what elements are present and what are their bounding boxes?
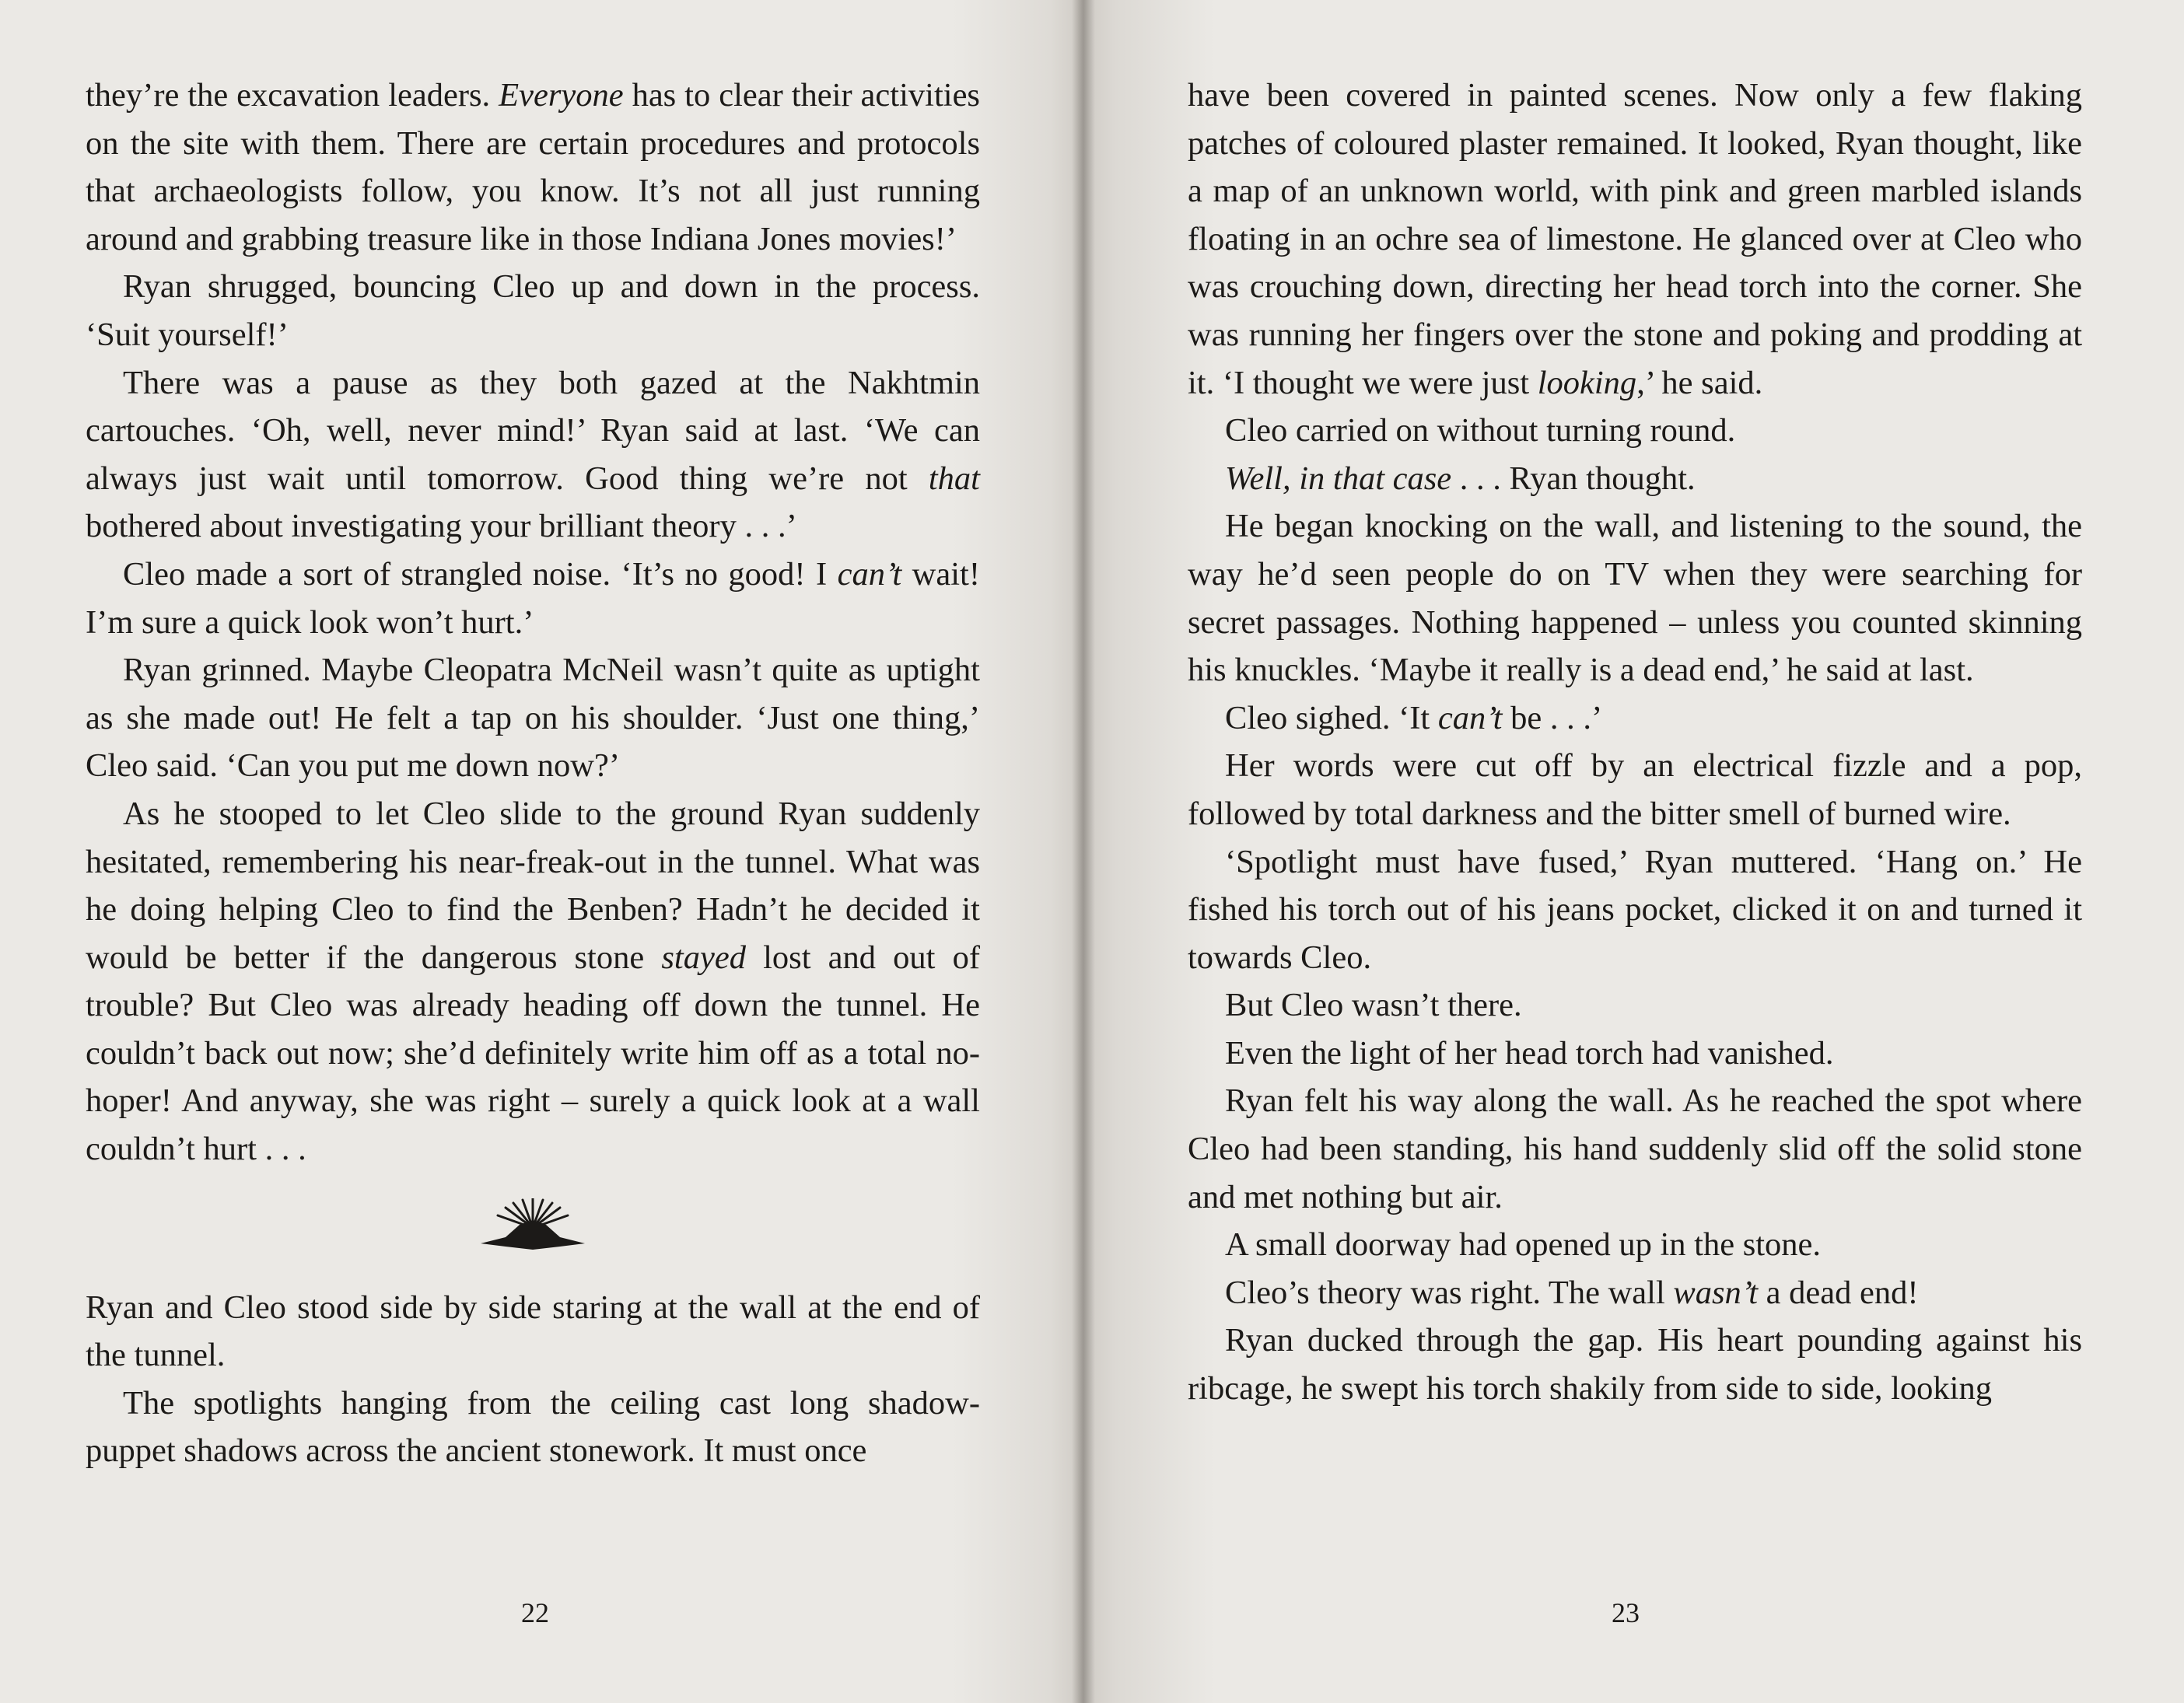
text-run: they’re the excavation leaders. bbox=[86, 77, 499, 114]
text-run: have been covered in painted scenes. Now only a few flaking patches of coloured plaster remained. It looked, Ryan thought, like a map of an unknown world, with pink and green marbled islands floating in an ochre sea of limestone. He glanced over at Cleo who was crouching down, directing her head torch into the corner. She was running her fingers over the stone and poking and prodding at it. ‘I thought we were just bbox=[1188, 77, 2082, 401]
text-run: Even the light of her head torch had vanished. bbox=[1225, 1034, 1834, 1072]
paragraph bbox=[86, 790, 980, 1173]
text-run: The spotlights hanging from the ceiling cast long shadow-puppet shadows across the ancient stonework. It must once bbox=[86, 1384, 980, 1470]
italic-text: Well, in that case bbox=[1225, 460, 1452, 497]
text-run: He began knocking on the wall, and listening to the sound, the way he’d seen people do on TV when they were searching for secret passages. Nothing happened – unless you counted skinning his knuckles. ‘Maybe it really is a dead end,’ he said at last. bbox=[1188, 508, 2082, 689]
paragraph bbox=[1188, 1077, 2082, 1221]
paragraph bbox=[1188, 838, 2082, 982]
paragraph bbox=[86, 72, 980, 263]
text-run: lost and out of trouble? But Cleo was already heading off down the tunnel. He couldn’t back out now; she’d definitely write him off as a total no-hoper! And anyway, she was right – surely a quick look at a wall couldn’t hurt . . . bbox=[86, 939, 981, 1168]
text-run: Ryan ducked through the gap. His heart pounding against his ribcage, he swept his torch shakily from side to side, looking bbox=[1188, 1322, 2082, 1408]
text-run: be . . .’ bbox=[1502, 699, 1603, 736]
paragraph bbox=[1188, 981, 2082, 1030]
text-run: A small doorway had opened up in the stone. bbox=[1225, 1226, 1822, 1264]
paragraph bbox=[1188, 407, 2082, 455]
right-page-text bbox=[1188, 72, 2082, 1413]
text-run: There was a pause as they both gazed at the Nakhtmin cartouches. ‘Oh, well, never mind!’ Ryan said at last. ‘We can always just wait until tomorrow. Good thing we’re not bbox=[86, 364, 980, 497]
left-paragraphs bbox=[86, 72, 980, 1173]
text-run: But Cleo wasn’t there. bbox=[1225, 987, 1522, 1024]
page-number-left: 22 bbox=[521, 1597, 549, 1628]
italic-text: stayed bbox=[661, 939, 746, 976]
text-run: Cleo’s theory was right. The wall bbox=[1225, 1274, 1674, 1311]
paragraph bbox=[1188, 742, 2082, 838]
left-page bbox=[0, 0, 1083, 1703]
text-run: Ryan shrugged, bouncing Cleo up and down in the process. ‘Suit yourself!’ bbox=[86, 268, 980, 353]
right-page bbox=[1083, 0, 2184, 1703]
section-break bbox=[86, 1173, 980, 1284]
text-run: Her words were cut off by an electrical fizzle and a pop, followed by total darkness and the bitter smell of burned wire. bbox=[1188, 747, 2082, 832]
left-paragraphs-after-break bbox=[86, 1284, 980, 1475]
paragraph bbox=[1188, 694, 2082, 743]
paragraph bbox=[1188, 1269, 2082, 1317]
paragraph bbox=[86, 359, 980, 551]
paragraph bbox=[1188, 455, 2082, 503]
text-run: Ryan and Cleo stood side by side staring at the wall at the end of the tunnel. bbox=[86, 1289, 980, 1374]
italic-text: Everyone bbox=[499, 77, 624, 114]
text-run: Cleo made a sort of strangled noise. ‘It’s no good! I bbox=[123, 555, 838, 593]
italic-text: looking bbox=[1537, 364, 1637, 401]
text-run: As he stooped to let Cleo slide to the ground Ryan suddenly hesitated, remembering his near-freak-out in the tunnel. What was he doing helping Cleo to find the Benben? Hadn’t he decided it would be better if the dangerous stone bbox=[86, 795, 980, 976]
text-run: Ryan felt his way along the wall. As he reached the spot where Cleo had been standing, his hand suddenly slid off the solid stone and met nothing but air. bbox=[1188, 1082, 2082, 1215]
text-run: a dead end! bbox=[1758, 1274, 1919, 1311]
book-gutter bbox=[1072, 0, 1095, 1703]
italic-text: that bbox=[928, 460, 980, 497]
paragraph bbox=[1188, 1221, 2082, 1269]
paragraph bbox=[1188, 1317, 2082, 1412]
right-paragraphs bbox=[1188, 72, 2082, 1413]
text-run: ‘Spotlight must have fused,’ Ryan muttered. ‘Hang on.’ He fished his torch out of his jeans pocket, clicked it on and turned it towards Cleo. bbox=[1188, 843, 2082, 976]
paragraph bbox=[86, 263, 980, 358]
italic-text: can’t bbox=[1437, 699, 1503, 736]
paragraph bbox=[86, 1380, 980, 1475]
text-run: Cleo carried on without turning round. bbox=[1225, 412, 1736, 449]
italic-text: can’t bbox=[837, 555, 902, 593]
text-run: . . . Ryan thought. bbox=[1451, 460, 1696, 497]
paragraph bbox=[1188, 1030, 2082, 1078]
paragraph bbox=[1188, 72, 2082, 407]
left-page-text bbox=[86, 72, 980, 1475]
sunrise-pyramid-icon bbox=[474, 1198, 591, 1261]
paragraph bbox=[1188, 502, 2082, 694]
text-run: Ryan grinned. Maybe Cleopatra McNeil wasn’t quite as uptight as she made out! He felt a tap on his shoulder. ‘Just one thing,’ Cleo said. ‘Can you put me down now?’ bbox=[86, 652, 980, 785]
text-run: has to clear their activities on the site with them. There are certain procedures and protocols that archaeologists follow, you know. It’s not all just running around and grabbing treasure like in those Indiana Jones movies!’ bbox=[86, 77, 980, 257]
text-run: wait! I’m sure a quick look won’t hurt.’ bbox=[86, 555, 980, 641]
paragraph bbox=[86, 551, 980, 646]
paragraph bbox=[86, 646, 980, 790]
paragraph bbox=[86, 1284, 980, 1380]
italic-text: wasn’t bbox=[1673, 1274, 1759, 1311]
text-run: ,’ he said. bbox=[1636, 364, 1763, 401]
text-run: bothered about investigating your brilliant theory . . .’ bbox=[86, 508, 797, 545]
text-run: Cleo sighed. ‘It bbox=[1225, 699, 1438, 736]
page-number-right: 23 bbox=[1612, 1597, 1640, 1628]
